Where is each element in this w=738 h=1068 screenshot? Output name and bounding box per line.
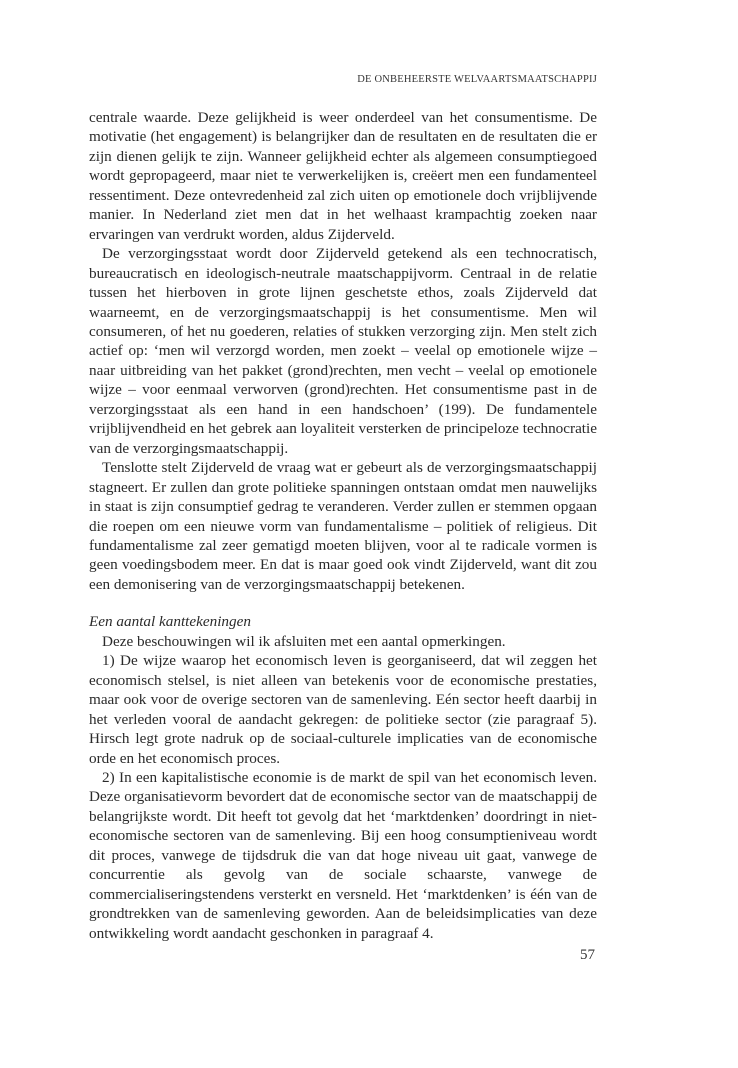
paragraph: 2) In een kapitalistische economie is de markt de spil van het economisch leven. Deze organisatievorm bevordert dat de economische sector van de maatschappij de belangrijkste wordt. Dit heeft tot gevolg dat het ‘marktdenken’ doordringt in niet-economische sectoren van de samenleving. Bij een hoog consumptieniveau wordt dit proces, vanwege de tijdsdruk die van dat hoge niveau uit gaat, vanwege de concurrentie als gevolg van de sociale schaarste, vanwege de commercialiseringstendens versterkt en versneld. Het ‘marktdenken’ is één van de grondtrekken van de samenleving geworden. Aan de beleidsimplicaties van deze ontwikkeling wordt aandacht geschonken in paragraaf 4.: [89, 768, 597, 942]
section-heading: Een aantal kanttekeningen: [89, 613, 251, 631]
paragraph: Tenslotte stelt Zijderveld de vraag wat er gebeurt als de verzorgingsmaatschappij stagneert. Er zullen dan grote politieke spanningen ontstaan omdat men nauwelijks in staat is zijn consumptief gedrag te veranderen. Verder zullen er stemmen opgaan die roepen om een nieuwe vorm van fundamentalisme – politiek of religieus. Dit fundamentalisme zal zeer gematigd moeten blijven, voor al te radicale vormen is geen voedingsbodem meer. En dat is maar goed ook vindt Zijderveld, want dit zou een demonisering van de verzorgingsmaatschappij betekenen.: [89, 459, 597, 593]
page-number: 57: [580, 947, 595, 963]
section-gap: [89, 594, 597, 612]
running-head: DE ONBEHEERSTE WELVAARTSMAATSCHAPPIJ: [357, 74, 597, 85]
body-text: [89, 108, 597, 943]
paragraph: Deze beschouwingen wil ik afsluiten met een aantal opmerkingen.: [102, 632, 506, 650]
document-page: [89, 0, 597, 1068]
paragraph: 1) De wijze waarop het economisch leven is georganiseerd, dat wil zeggen het economisch stelsel, is niet alleen van betekenis voor de economische prestaties, maar ook voor de overige sectoren van de samenleving. Eén sector heeft daarbij in het verleden vooral de aandacht gekregen: de politieke sector (zie paragraaf 5). Hirsch legt grote nadruk op de sociaal-culturele implicaties van de economische orde en het economisch proces.: [89, 652, 597, 767]
paragraph: De verzorgingsstaat wordt door Zijderveld getekend als een technocratisch, bureaucratisch en ideologisch-neutrale maatschappijvorm. Centraal in de relatie tussen het hierboven in grote lijnen geschetste ethos, zoals Zijderveld dat waarneemt, en de verzorgingsmaatschappij is het consumentisme. Men wil consumeren, of het nu goederen, relaties of stukken verzorging zijn. Men stelt zich actief op: ‘men wil verzorgd worden, men zoekt – veelal op emotionele wijze – naar uitbreiding van het pakket (grond)rechten, men vecht – veelal op emotionele wijze – voor eenmaal verworven (grond)rechten. Het consumentisme past in de verzorgingsstaat als een hand in een handschoen’ (199). De fundamentele vrijblijvendheid en het gebrek aan loyaliteit versterken de principeloze technocratie van de verzorgingsmaatschappij.: [89, 245, 597, 457]
paragraph: centrale waarde. Deze gelijkheid is weer onderdeel van het consumentisme. De motivatie (het engagement) is belangrijker dan de resultaten en de resultaten die er zijn dienen gelijk te zijn. Wanneer gelijkheid echter als algemeen consumptiegoed wordt gepropageerd, maar niet te verwerkelijken is, creëert men een fundamenteel ressentiment. Deze ontevredenheid zal zich uiten op emotionele doch vrijblijvende manier. In Nederland ziet men dat in het welhaast krampachtig zoeken naar ervaringen van verdrukt worden, aldus Zijderveld.: [89, 109, 597, 243]
